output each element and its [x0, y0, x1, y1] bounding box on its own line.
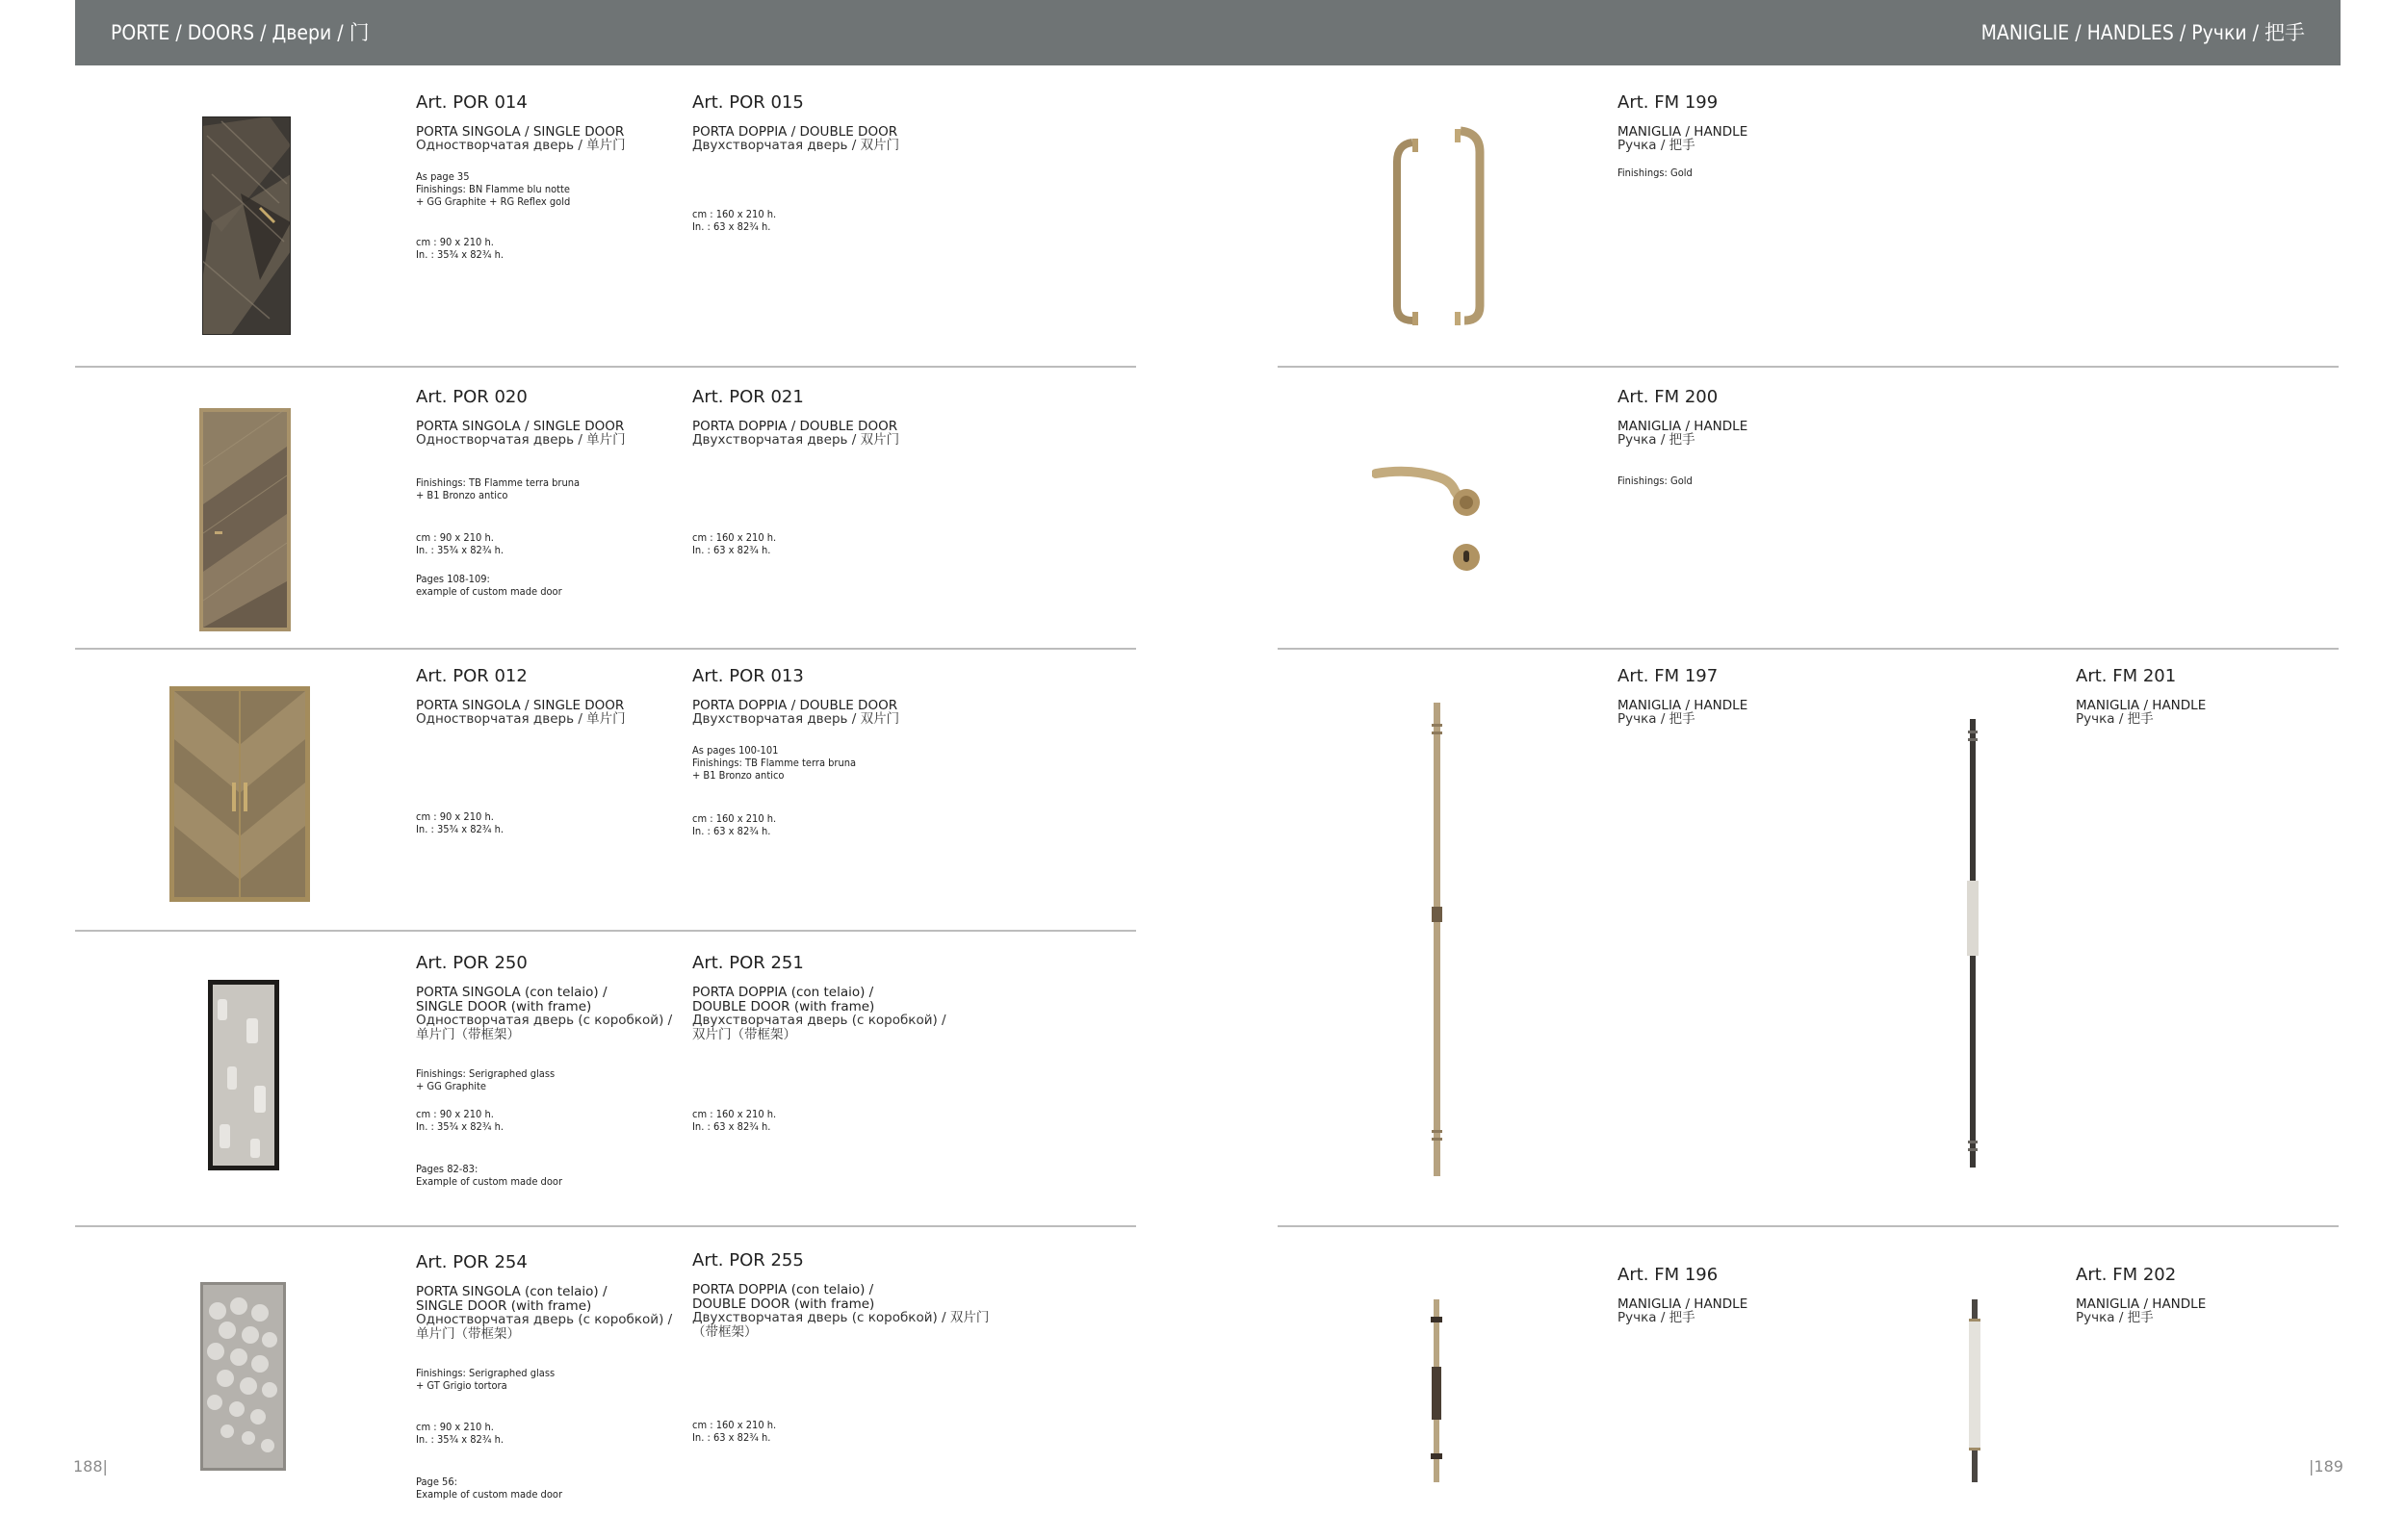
door-image-por-014 — [202, 116, 291, 335]
product-desc: Двухстворчатая дверь / 双片门 — [692, 138, 900, 153]
product-type: MANIGLIA / HANDLE — [2076, 1296, 2207, 1312]
product-type: PORTA SINGOLA / SINGLE DOOR — [416, 419, 625, 434]
product-type: MANIGLIA / HANDLE — [1617, 124, 1748, 140]
row-divider — [75, 930, 1136, 932]
product-dimensions: cm : 160 x 210 h. In. : 63 x 82¾ h. — [692, 208, 777, 233]
product-desc: Двухстворчатая дверь (с коробкой) / 双片门 （带框架） — [692, 1310, 990, 1340]
door-image-por-012 — [169, 686, 310, 902]
row-divider — [75, 648, 1136, 650]
product-code: Art. POR 015 — [692, 92, 804, 113]
handle-image-fm-202 — [1963, 1299, 1986, 1482]
product-type: PORTA DOPPIA / DOUBLE DOOR — [692, 124, 898, 140]
product-code: Art. POR 255 — [692, 1250, 804, 1270]
product-reference: Page 56: Example of custom made door — [416, 1476, 563, 1501]
product-type: PORTA SINGOLA / SINGLE DOOR — [416, 698, 625, 713]
row-divider — [1278, 648, 2339, 650]
handle-image-fm-196 — [1423, 1299, 1450, 1482]
handle-image-fm-200 — [1372, 466, 1488, 572]
handle-image-fm-197 — [1423, 703, 1450, 1176]
product-code: Art. POR 250 — [416, 953, 528, 973]
product-code: Art. POR 020 — [416, 387, 528, 407]
product-type: MANIGLIA / HANDLE — [2076, 698, 2207, 713]
product-notes: Finishings: Serigraphed glass + GT Grigio tortora — [416, 1367, 556, 1392]
product-code: Art. FM 199 — [1617, 92, 1719, 113]
product-notes: Finishings: Gold — [1617, 475, 1693, 487]
row-divider — [1278, 1225, 2339, 1227]
product-type: PORTA DOPPIA (con telaio) / DOUBLE DOOR (with frame) — [692, 1282, 875, 1312]
product-type: PORTA DOPPIA / DOUBLE DOOR — [692, 698, 898, 713]
product-desc: Ручка / 把手 — [2076, 711, 2154, 727]
product-type: PORTA DOPPIA (con telaio) / DOUBLE DOOR (with frame) — [692, 985, 875, 1014]
header-left-title: PORTE / DOORS / Двери / 门 — [111, 21, 370, 44]
product-dimensions: cm : 90 x 210 h. In. : 35³⁄₄ x 82¾ h. — [416, 531, 504, 556]
product-desc: Ручка / 把手 — [1617, 711, 1695, 727]
product-notes: As pages 100-101 Finishings: TB Flamme terra bruna + B1 Bronzo antico — [692, 744, 857, 782]
product-dimensions: cm : 90 x 210 h. In. : 35³⁄₄ x 82¾ h. — [416, 1108, 504, 1133]
product-desc: Одностворчатая дверь (с коробкой) / 单片门（带框架） — [416, 1312, 673, 1342]
handle-image-fm-201 — [1960, 719, 1985, 1168]
row-divider — [1278, 366, 2339, 368]
product-code: Art. FM 202 — [2076, 1265, 2177, 1285]
product-type: PORTA DOPPIA / DOUBLE DOOR — [692, 419, 898, 434]
product-type: MANIGLIA / HANDLE — [1617, 698, 1748, 713]
product-desc: Одностворчатая дверь / 单片门 — [416, 138, 626, 153]
product-dimensions: cm : 160 x 210 h. In. : 63 x 82¾ h. — [692, 1419, 777, 1444]
door-image-por-020 — [199, 408, 291, 631]
handle-image-fm-199 — [1391, 123, 1488, 327]
product-desc: Одностворчатая дверь / 单片门 — [416, 711, 626, 727]
product-desc: Одностворчатая дверь (с коробкой) / 单片门（带框架） — [416, 1013, 673, 1042]
door-image-por-254 — [200, 1282, 286, 1471]
product-desc: Одностворчатая дверь / 单片门 — [416, 432, 626, 448]
product-dimensions: cm : 90 x 210 h. In. : 35³⁄₄ x 82¾ h. — [416, 1421, 504, 1446]
product-desc: Ручка / 把手 — [1617, 138, 1695, 153]
product-dimensions: cm : 90 x 210 h. In. : 35³⁄₄ x 82¾ h. — [416, 810, 504, 835]
product-code: Art. FM 197 — [1617, 666, 1719, 686]
product-dimensions: cm : 90 x 210 h. In. : 35³⁄₄ x 82¾ h. — [416, 236, 504, 261]
product-notes: Finishings: Serigraphed glass + GG Graphite — [416, 1067, 556, 1092]
product-desc: Двухстворчатая дверь / 双片门 — [692, 432, 900, 448]
product-code: Art. FM 201 — [2076, 666, 2177, 686]
product-dimensions: cm : 160 x 210 h. In. : 63 x 82¾ h. — [692, 812, 777, 837]
product-type: PORTA SINGOLA / SINGLE DOOR — [416, 124, 625, 140]
product-notes: As page 35 Finishings: BN Flamme blu notte + GG Graphite + RG Reflex gold — [416, 170, 571, 208]
product-code: Art. POR 251 — [692, 953, 804, 973]
product-type: MANIGLIA / HANDLE — [1617, 1296, 1748, 1312]
product-dimensions: cm : 160 x 210 h. In. : 63 x 82¾ h. — [692, 531, 777, 556]
product-type: MANIGLIA / HANDLE — [1617, 419, 1748, 434]
product-code: Art. POR 021 — [692, 387, 804, 407]
row-divider — [75, 1225, 1136, 1227]
product-code: Art. POR 254 — [416, 1252, 528, 1272]
product-type: PORTA SINGOLA (con telaio) / SINGLE DOOR (with frame) — [416, 985, 608, 1014]
product-notes: Finishings: Gold — [1617, 167, 1693, 179]
product-desc: Ручка / 把手 — [2076, 1310, 2154, 1325]
door-image-por-250 — [208, 980, 279, 1170]
header-right-title: MANIGLIE / HANDLES / Ручки / 把手 — [1980, 21, 2305, 44]
product-code: Art. POR 012 — [416, 666, 528, 686]
product-dimensions: cm : 160 x 210 h. In. : 63 x 82¾ h. — [692, 1108, 777, 1133]
page-number-right: |189 — [2309, 1457, 2343, 1476]
header-bar — [75, 0, 2341, 65]
product-code: Art. POR 014 — [416, 92, 528, 113]
product-code: Art. FM 196 — [1617, 1265, 1719, 1285]
product-reference: Pages 108-109: example of custom made door — [416, 573, 562, 598]
product-type: PORTA SINGOLA (con telaio) / SINGLE DOOR (with frame) — [416, 1284, 608, 1314]
product-desc: Ручка / 把手 — [1617, 1310, 1695, 1325]
row-divider — [75, 366, 1136, 368]
product-desc: Двухстворчатая дверь (с коробкой) / 双片门（带框架） — [692, 1013, 946, 1042]
product-notes: Finishings: TB Flamme terra bruna + B1 Bronzo antico — [416, 476, 581, 501]
product-reference: Pages 82-83: Example of custom made door — [416, 1163, 563, 1188]
product-desc: Ручка / 把手 — [1617, 432, 1695, 448]
product-code: Art. FM 200 — [1617, 387, 1719, 407]
product-desc: Двухстворчатая дверь / 双片门 — [692, 711, 900, 727]
page-number-left: 188| — [73, 1457, 108, 1476]
product-code: Art. POR 013 — [692, 666, 804, 686]
